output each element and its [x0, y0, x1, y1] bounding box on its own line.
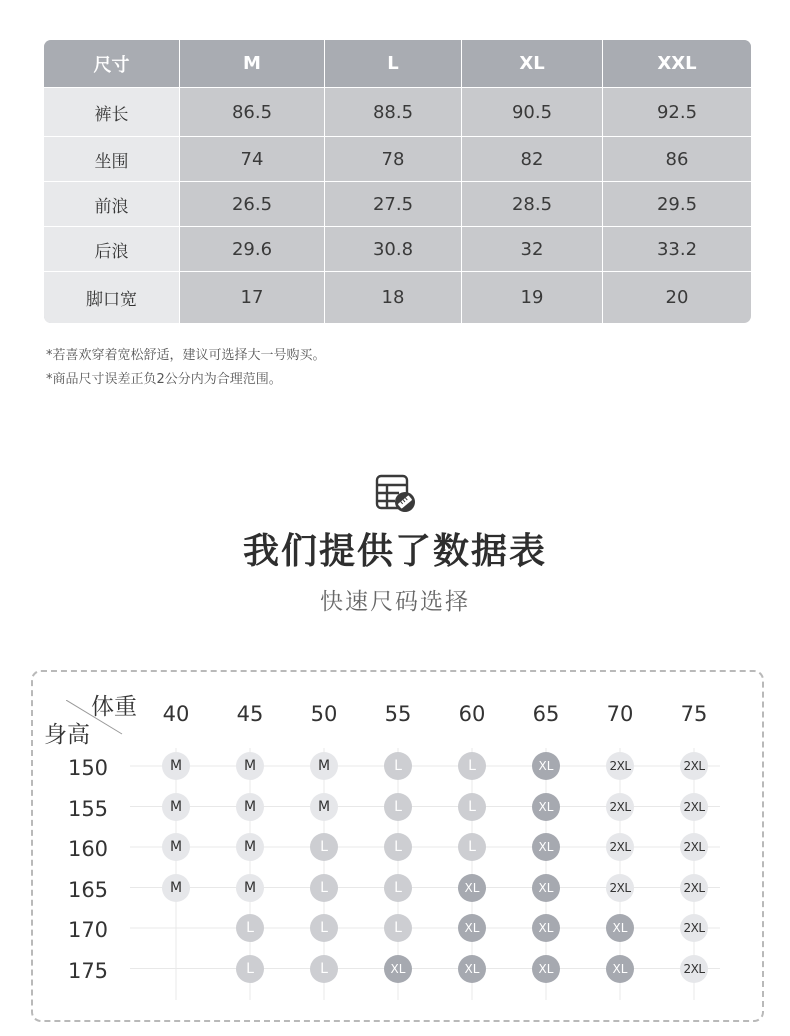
height-label: 150 [67, 756, 109, 780]
table-cell: 30.8 [324, 227, 461, 271]
row-label: 前浪 [44, 182, 179, 226]
weight-label: 55 [384, 702, 412, 726]
size-dot: L [310, 955, 338, 983]
table-cell: 20 [602, 272, 751, 323]
table-cell: 17 [179, 272, 324, 323]
height-label: 175 [67, 958, 109, 983]
size-dot: XL [458, 955, 486, 983]
header-cell: XL [461, 40, 602, 87]
x-axis-label: 体重 [91, 694, 137, 720]
size-dot: 2XL [606, 874, 634, 902]
table-cell: 29.6 [179, 227, 324, 271]
table-cell: 88.5 [324, 88, 461, 136]
y-axis-label: 身高 [44, 722, 90, 748]
table-ruler-icon [375, 474, 417, 514]
table-cell: 78 [324, 137, 461, 181]
size-dot: L [236, 955, 264, 983]
height-label: 170 [67, 918, 109, 942]
table-row [44, 226, 751, 271]
size-dot: L [384, 833, 412, 861]
table-cell: 18 [324, 272, 461, 323]
table-cell: 19 [461, 272, 602, 323]
table-cell: 27.5 [324, 182, 461, 226]
size-dot: 2XL [680, 955, 708, 983]
size-dot: L [310, 874, 338, 902]
page-subtitle: 快速尺码选择 [320, 589, 470, 615]
weight-label: 75 [680, 702, 708, 726]
size-table-header [44, 40, 751, 87]
size-dot: M [162, 874, 190, 902]
header-cell: XXL [602, 40, 751, 87]
size-dot: M [162, 833, 190, 861]
height-label: 155 [67, 796, 109, 821]
header-cell: M [179, 40, 324, 87]
table-cell: 74 [179, 137, 324, 181]
size-dot: M [310, 793, 338, 821]
size-dot: M [236, 874, 264, 902]
size-dot: L [458, 793, 486, 821]
table-cell: 86 [602, 137, 751, 181]
height-label: 160 [67, 837, 109, 861]
row-label: 脚口宽 [44, 272, 179, 323]
size-dot: 2XL [606, 793, 634, 821]
size-dot: 2XL [680, 833, 708, 861]
weight-label: 70 [606, 702, 634, 726]
table-row [44, 136, 751, 181]
size-dot: L [310, 833, 338, 861]
weight-label: 65 [532, 702, 560, 726]
size-dot: XL [532, 874, 560, 902]
table-cell: 90.5 [461, 88, 602, 136]
size-dot: XL [532, 752, 560, 780]
table-cell: 82 [461, 137, 602, 181]
size-dot: 2XL [680, 752, 708, 780]
size-dot: XL [532, 793, 560, 821]
table-cell: 26.5 [179, 182, 324, 226]
size-dot: XL [532, 955, 560, 983]
size-dot: L [458, 833, 486, 861]
size-dot: M [236, 752, 264, 780]
size-dot: L [310, 914, 338, 942]
size-notes [46, 344, 326, 392]
size-dot: L [384, 752, 412, 780]
size-dot: L [236, 914, 264, 942]
size-dot: L [384, 793, 412, 821]
size-dot: 2XL [606, 752, 634, 780]
size-dot: XL [606, 914, 634, 942]
size-dot: XL [458, 874, 486, 902]
weight-label: 40 [162, 702, 190, 726]
size-dot: 2XL [680, 874, 708, 902]
size-dot: 2XL [606, 833, 634, 861]
table-row [44, 87, 751, 136]
weight-label: 45 [236, 702, 264, 726]
size-dot: L [384, 914, 412, 942]
size-dot: M [236, 793, 264, 821]
size-dot: M [236, 833, 264, 861]
note-line: *若喜欢穿着宽松舒适，建议可选择大一号购买。 [46, 348, 326, 363]
size-dot: 2XL [680, 793, 708, 821]
size-dot: L [384, 874, 412, 902]
table-cell: 33.2 [602, 227, 751, 271]
size-dot: XL [532, 914, 560, 942]
size-dot: L [458, 752, 486, 780]
size-dot: XL [606, 955, 634, 983]
note-line: *商品尺寸误差正负2公分内为合理范围。 [46, 372, 282, 387]
header-cell: L [324, 40, 461, 87]
table-row [44, 271, 751, 323]
size-dot: M [162, 793, 190, 821]
table-cell: 28.5 [461, 182, 602, 226]
row-label: 后浪 [44, 227, 179, 271]
table-cell: 92.5 [602, 88, 751, 136]
height-label: 165 [67, 877, 109, 902]
size-table [44, 40, 751, 323]
row-label: 坐围 [44, 137, 179, 181]
size-dot: M [162, 752, 190, 780]
size-dot: 2XL [680, 914, 708, 942]
table-cell: 29.5 [602, 182, 751, 226]
page-title: 我们提供了数据表 [242, 531, 547, 572]
size-dot: XL [458, 914, 486, 942]
header-cell: 尺寸 [93, 54, 130, 76]
size-dot: XL [384, 955, 412, 983]
weight-label: 60 [458, 702, 486, 726]
table-cell: 32 [461, 227, 602, 271]
table-row [44, 181, 751, 226]
row-label: 裤长 [44, 88, 179, 136]
table-cell: 86.5 [179, 88, 324, 136]
size-dot: XL [532, 833, 560, 861]
weight-label: 50 [310, 702, 338, 726]
size-dot: M [310, 752, 338, 780]
